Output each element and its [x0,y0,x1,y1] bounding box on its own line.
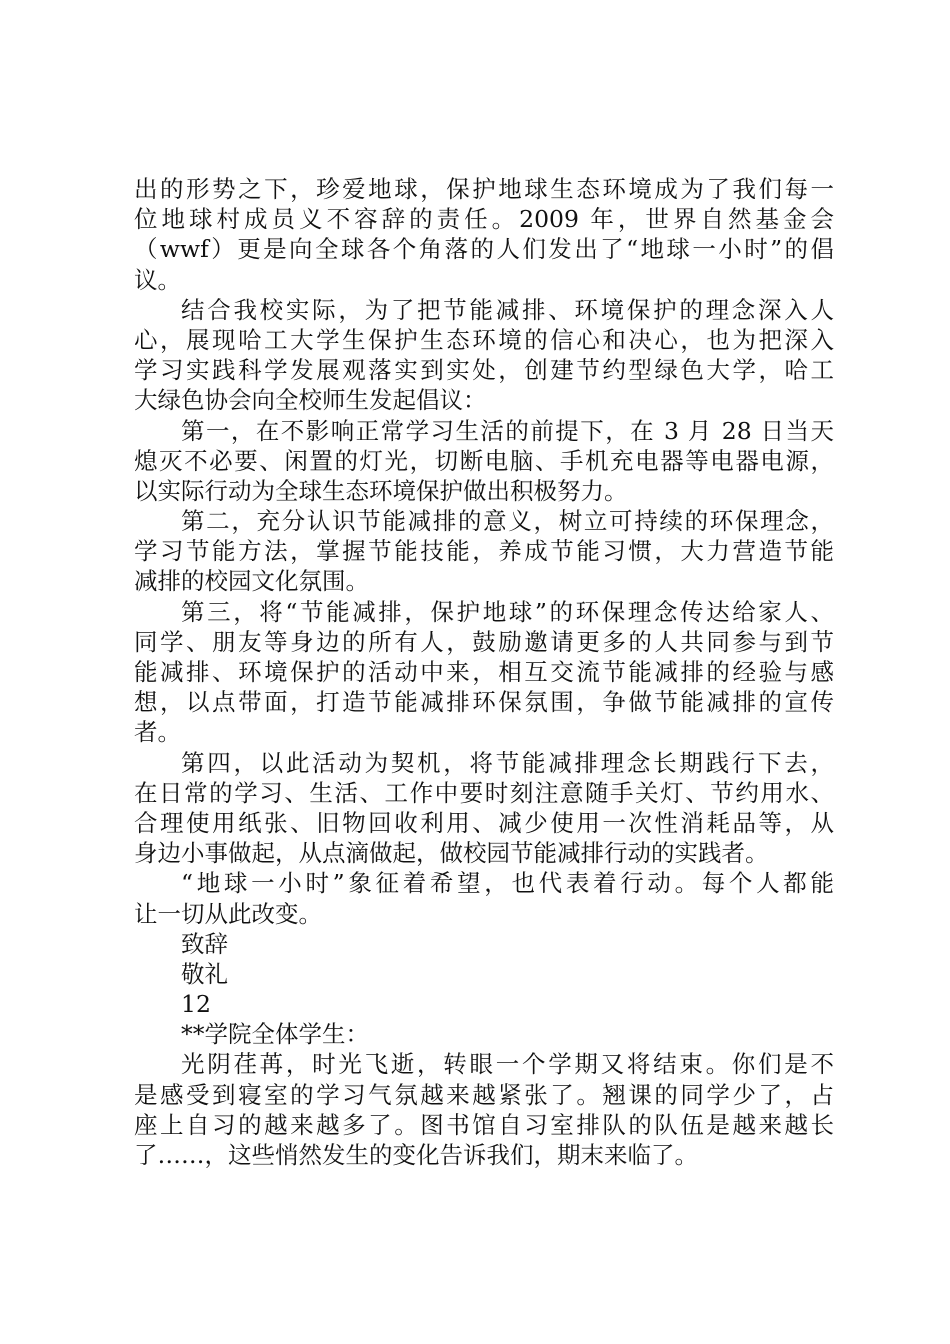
text-line: 者。 [134,718,181,747]
text-line: 想，以点带面，打造节能减排环保氛围，争做节能减排的宣传 [134,688,834,717]
text-line: 光阴荏苒，时光飞逝，转眼一个学期又将结束。你们是不 [181,1050,834,1079]
text-line: 在日常的学习、生活、工作中要时刻注意随手关灯、节约用水、 [134,778,834,807]
text-line: 位地球村成员义不容辞的责任。2009 年，世界自然基金会 [134,205,834,234]
text-line: “地球一小时”象征着希望，也代表着行动。每个人都能 [181,869,834,898]
text-line: 学习节能方法，掌握节能技能，养成节能习惯，大力营造节能 [134,537,834,566]
text-line: 第二，充分认识节能减排的意义，树立可持续的环保理念， [181,507,834,536]
text-line: 第三，将“节能减排，保护地球”的环保理念传达给家人、 [181,597,834,626]
text-line: 学习实践科学发展观落实到实处，创建节约型绿色大学，哈工 [134,356,834,385]
text-line: 心，展现哈工大学生保护生态环境的信心和决心，也为把深入 [134,325,834,354]
text-line: 致辞 [181,929,228,958]
text-line: （wwf）更是向全球各个角落的人们发出了“地球一小时”的倡 [134,235,834,264]
text-line: 议。 [134,265,181,294]
text-line: 合理使用纸张、旧物回收利用、减少使用一次性消耗品等，从 [134,808,834,837]
text-line: 能减排、环境保护的活动中来，相互交流节能减排的经验与感 [134,658,834,686]
text-line: 身边小事做起，从点滴做起，做校园节能减排行动的实践者。 [134,839,769,868]
text-line: 是感受到寝室的学习气氛越来越紧张了。翘课的同学少了，占 [134,1080,834,1109]
text-line: 第四，以此活动为契机，将节能减排理念长期践行下去， [181,748,834,777]
text-line: 12 [181,990,211,1019]
text-line: 减排的校园文化氛围。 [134,567,369,596]
text-line: 熄灭不必要、闲置的灯光，切断电脑、手机充电器等电器电源， [134,446,834,475]
text-line: 同学、朋友等身边的所有人，鼓励邀请更多的人共同参与到节 [134,627,834,656]
text-line: 出的形势之下，珍爱地球，保护地球生态环境成为了我们每一 [134,175,834,203]
document-body [134,174,834,1170]
text-line: 敬礼 [181,959,228,988]
text-line: **学院全体学生： [181,1020,369,1049]
text-line: 以实际行动为全球生态环境保护做出积极努力。 [134,476,628,505]
text-line: 让一切从此改变。 [134,899,322,928]
text-line: 第一，在不影响正常学习生活的前提下，在 3 月 28 日当天 [181,416,834,445]
text-line: 座上自习的越来越多了。图书馆自习室排队的队伍是越来越长 [134,1110,834,1139]
text-line: 了……，这些悄然发生的变化告诉我们，期末来临了。 [134,1141,698,1169]
text-line: 结合我校实际，为了把节能减排、环境保护的理念深入人 [181,295,834,324]
text-line: 大绿色协会向全校师生发起倡议： [134,386,487,415]
